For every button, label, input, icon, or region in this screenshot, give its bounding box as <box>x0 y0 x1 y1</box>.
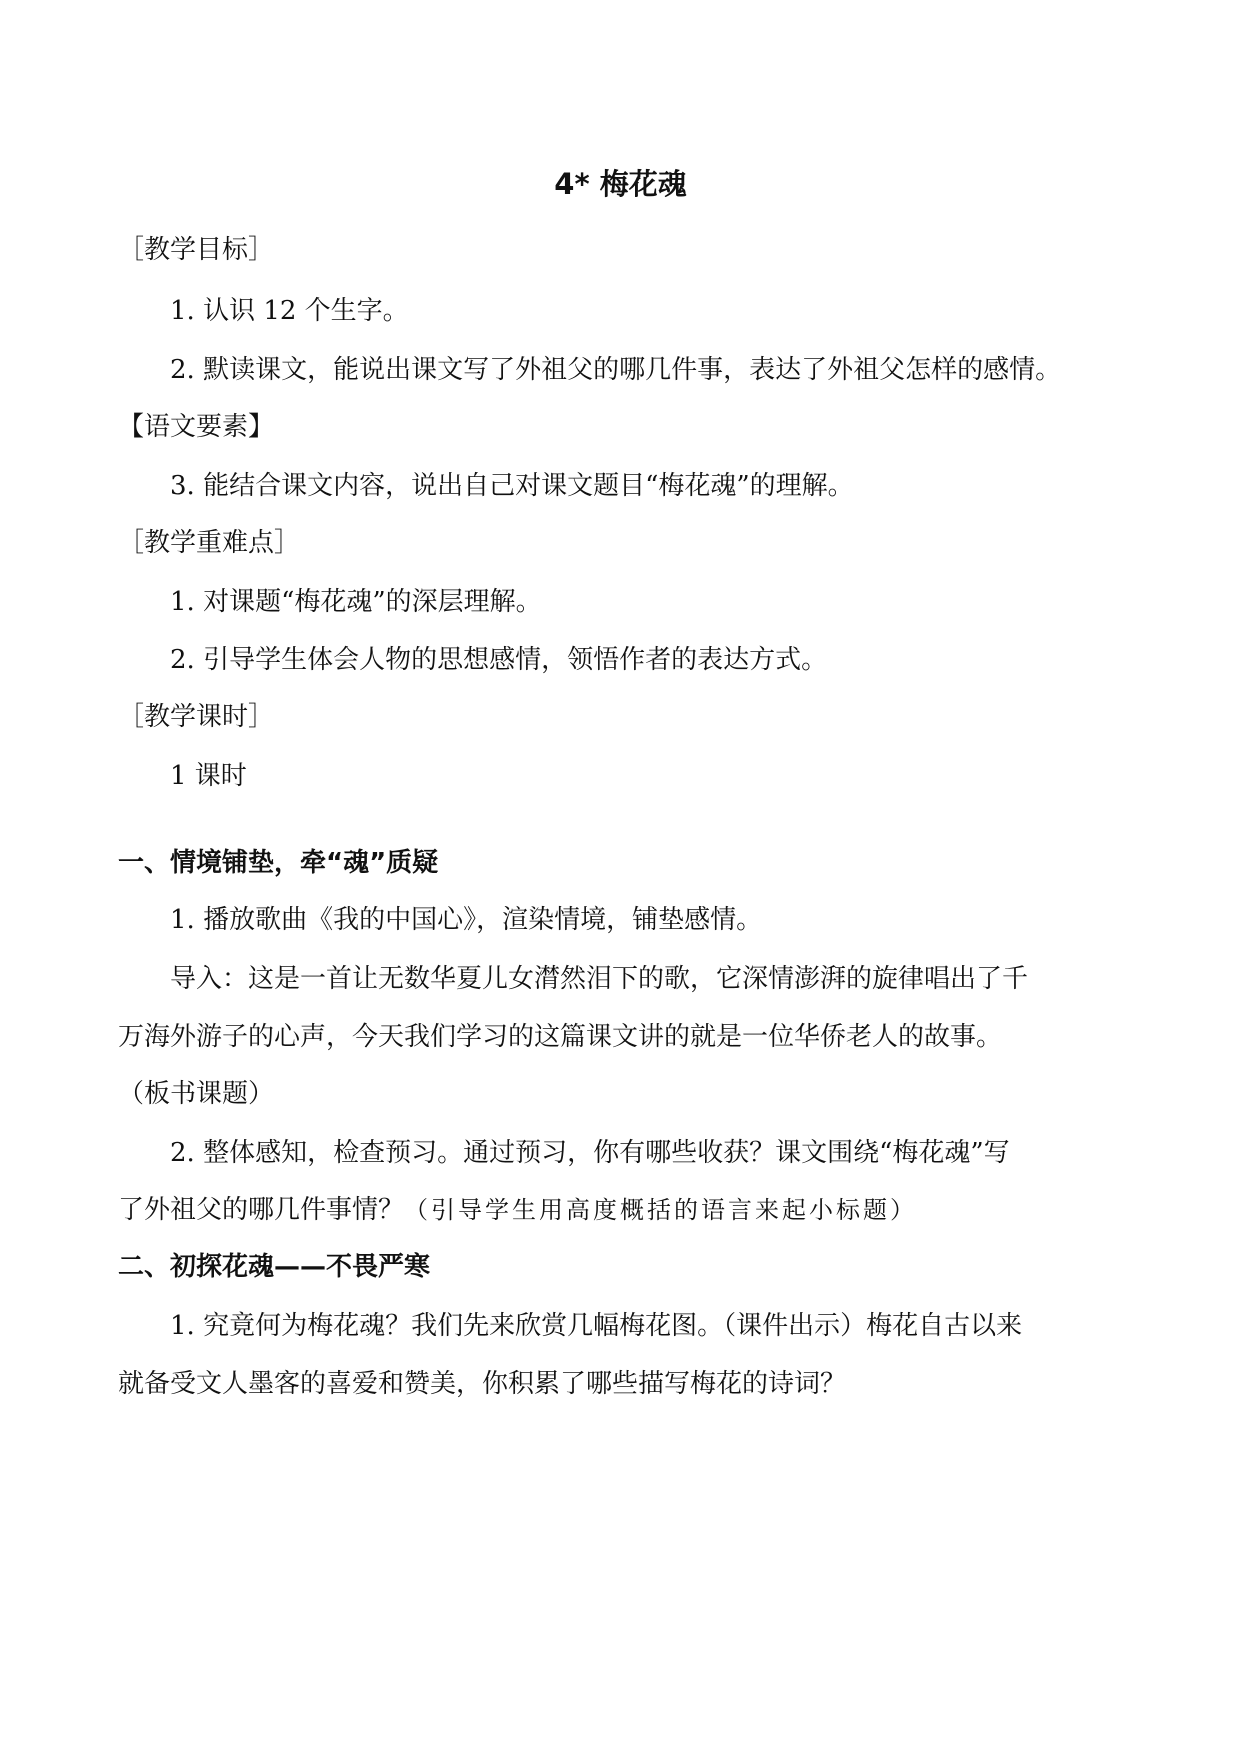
section-1-paragraph-2-line-3: （板书课题） <box>118 1079 275 1109</box>
goal-2: 2. 默读课文，能说出课文写了外祖父的哪几件事，表达了外祖父怎样的感情。 <box>170 355 1062 385</box>
goal-1: 1. 认识 12 个生字。 <box>170 296 409 326</box>
section-1-paragraph-1: 1. 播放歌曲《我的中国心》，渲染情境，铺垫感情。 <box>170 905 763 935</box>
time-heading: ［教学课时］ <box>118 702 275 732</box>
section-1-heading: 一、情境铺垫，牵“魂”质疑 <box>118 848 439 878</box>
section-2-paragraph-1-line-2: 就备受文人墨客的喜爱和赞美，你积累了哪些描写梅花的诗词？ <box>118 1369 847 1399</box>
time-value: 1 课时 <box>170 761 247 791</box>
section-2-paragraph-1-line-1: 1. 究竟何为梅花魂？我们先来欣赏几幅梅花图。（课件出示）梅花自古以来 <box>170 1311 1023 1341</box>
section-1-paragraph-3-line-1: 2. 整体感知，检查预习。通过预习，你有哪些收获？课文围绕“梅花魂”写 <box>170 1138 1010 1168</box>
key-point-1: 1. 对课题“梅花魂”的深层理解。 <box>170 587 542 617</box>
section-1-paragraph-2-line-2: 万海外游子的心声，今天我们学习的这篇课文讲的就是一位华侨老人的故事。 <box>118 1022 1003 1052</box>
key-point-2: 2. 引导学生体会人物的思想感情，领悟作者的表达方式。 <box>170 645 828 675</box>
yuwen-heading: 【语文要素】 <box>118 412 275 442</box>
goal-3: 3. 能结合课文内容，说出自己对课文题目“梅花魂”的理解。 <box>170 471 854 501</box>
section-2-heading: 二、初探花魂——不畏严寒 <box>118 1252 431 1282</box>
section-1-paragraph-3-line-2 <box>118 1193 917 1227</box>
lesson-title: 4* 梅花魂 <box>554 167 687 201</box>
keys-heading: ［教学重难点］ <box>118 528 301 558</box>
section-1-paragraph-3-question: 了外祖父的哪几件事情？ <box>118 1195 405 1225</box>
goals-heading: ［教学目标］ <box>118 235 275 265</box>
section-1-paragraph-2-line-1: 导入：这是一首让无数华夏儿女潸然泪下的歌，它深情澎湃的旋律唱出了千 <box>170 964 1029 994</box>
section-1-paragraph-3-note: （引导学生用高度概括的语言来起小标题） <box>404 1196 918 1224</box>
